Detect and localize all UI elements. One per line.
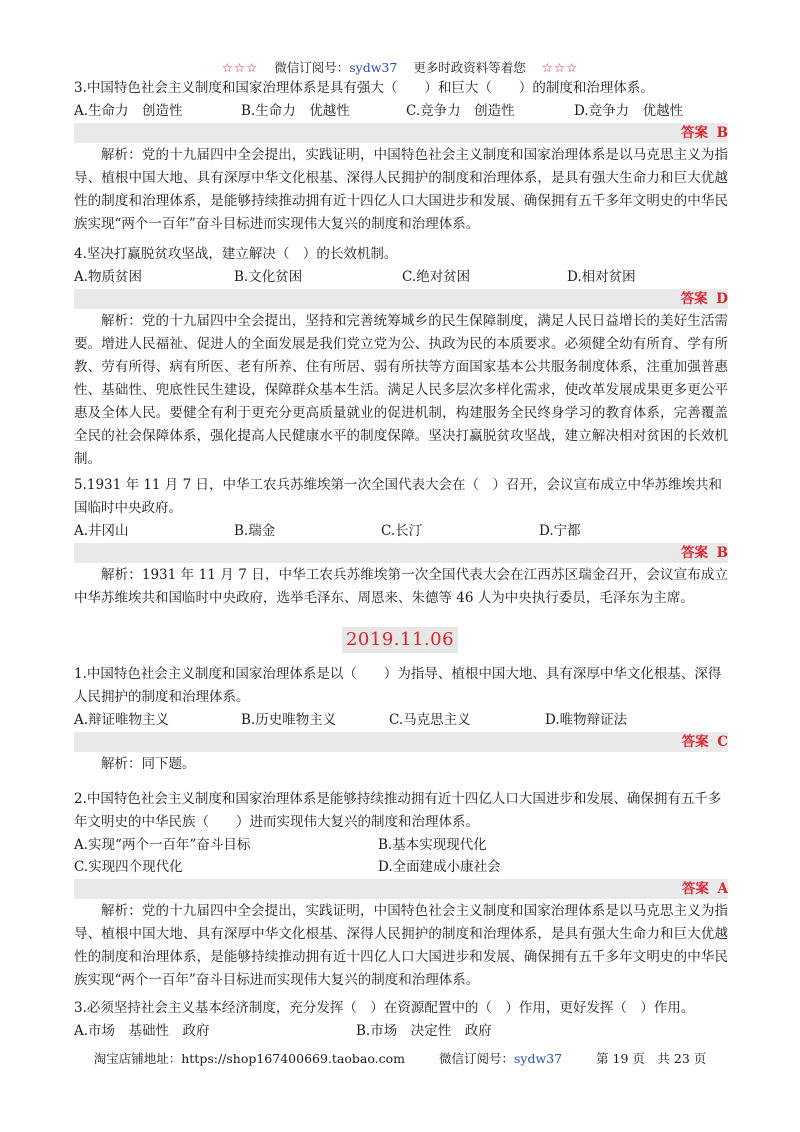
- answer-bar: [74, 289, 728, 309]
- answer-value: D: [716, 291, 728, 307]
- option-c: C.实现四个现代化: [74, 859, 183, 875]
- answer-bar: [74, 543, 728, 563]
- answer-value: B: [716, 545, 728, 561]
- option-c: C.马克思主义: [389, 712, 471, 728]
- page-number: 第 19 页 共 23 页: [596, 1051, 707, 1066]
- analysis-text: 解析：1931 年 11 月 7 日，中华工农兵苏维埃第一次全国代表大会在江西苏区瑞金召开，会议宣布成立中华苏维埃共和国临时中央政府，选举毛泽东、周恩来、朱德等 46 人为中央执行委员，毛泽东为主席。: [74, 567, 728, 606]
- answer-label: 答案: [680, 125, 708, 141]
- option-d: D.唯物辩证法: [545, 712, 628, 728]
- question-block: [74, 997, 728, 1042]
- answer-bar: [74, 732, 728, 752]
- account-id: sydw37: [349, 60, 398, 75]
- footer-account-label: 微信订阅号：: [439, 1051, 515, 1066]
- analysis-text: 解析：同下题。: [101, 756, 196, 772]
- page-header: [0, 60, 800, 76]
- option-c: C.竞争力 创造性: [406, 103, 515, 119]
- option-a: A.物质贫困: [74, 269, 143, 285]
- question-text: 3.中国特色社会主义制度和国家治理体系是具有强大（ ）和巨大（ ）的制度和治理体系。: [74, 80, 654, 96]
- question-text: 1.中国特色社会主义制度和国家治理体系是以（ ）为指导、植根中国大地、具有深厚中华文化根基、深得人民拥护的制度和治理体系。: [74, 666, 722, 705]
- shop-url[interactable]: https://shop167400669.taobao.com: [181, 1051, 406, 1066]
- answer-bar: [74, 123, 728, 143]
- option-d: D.竞争力 优越性: [574, 103, 684, 119]
- answer-value: C: [717, 734, 728, 750]
- account-label: 微信订阅号：: [274, 60, 350, 75]
- analysis-text: 解析：党的十九届四中全会提出，实践证明，中国特色社会主义制度和国家治理体系是以马克思主义为指导、植根中国大地、具有深厚中华文化根基、深得人民拥护的制度和治理体系，是具有强大生命力和巨大优越性的制度和治理体系，是能够持续推动拥有近十四亿人口大国进步和发展、确保拥有五千多年文明史的中华民族实现“两个一百年”奋斗目标进而实现伟大复兴的制度和治理体系。: [74, 147, 728, 232]
- option-a: A.生命力 创造性: [74, 103, 183, 119]
- options-row: [74, 709, 728, 731]
- tagline: 更多时政资料等着您: [413, 60, 526, 75]
- options-row: [74, 266, 728, 288]
- option-b: B.基本实现现代化: [378, 837, 487, 853]
- date-heading-text: 2019.11.06: [342, 627, 458, 653]
- analysis-text: 解析：党的十九届四中全会提出，坚持和完善统筹城乡的民生保障制度，满足人民日益增长的美好生活需要。增进人民福祉、促进人的全面发展是我们党立党为公、执政为民的本质要求。必须健全幼有所育、学有所教、劳有所得、病有所医、老有所养、住有所居、弱有所扶等方面国家基本公共服务制度体系，注重加强普惠性、基础性、兜底性民生建设，保障群众基本生活。满足人民多层次多样化需求，使改革发展成果更多更公平惠及全体人民。要健全有利于更充分更高质量就业的促进机制，构建服务全民终身学习的教育体系，完善覆盖全民的社会保障体系，强化提高人民健康水平的制度保障。坚决打赢脱贫攻坚战，建立解决相对贫困的长效机制。: [74, 313, 728, 467]
- question-text: 4.坚决打赢脱贫攻坚战，建立解决（ ）的长效机制。: [74, 246, 398, 262]
- answer-label: 答案: [680, 545, 708, 561]
- answer-value: A: [717, 881, 728, 897]
- option-a: A.辩证唯物主义: [74, 712, 170, 728]
- question-block: [74, 243, 728, 471]
- question-text: 2.中国特色社会主义制度和国家治理体系是能够持续推动拥有近十四亿人口大国进步和发展、确保拥有五千多年文明史的中华民族（ ）进而实现伟大复兴的制度和治理体系。: [74, 791, 722, 830]
- date-heading: [0, 627, 800, 653]
- options-row: [74, 1020, 728, 1042]
- option-b: B.文化贫困: [234, 269, 303, 285]
- option-a: A.井冈山: [74, 523, 129, 539]
- stars-right: ☆☆☆: [541, 60, 579, 75]
- answer-label: 答案: [681, 881, 709, 897]
- options-row: [74, 520, 728, 542]
- option-b: B.生命力 优越性: [241, 103, 350, 119]
- option-b: B.历史唯物主义: [241, 712, 337, 728]
- page-footer: [0, 1051, 800, 1067]
- option-b: B.市场 决定性 政府: [356, 1023, 492, 1039]
- option-c: C.绝对贫困: [402, 269, 471, 285]
- options-row: [74, 856, 728, 878]
- question-block: [74, 663, 728, 776]
- analysis-text: 解析：党的十九届四中全会提出，实践证明，中国特色社会主义制度和国家治理体系是以马克思主义为指导、植根中国大地、具有深厚中华文化根基、深得人民拥护的制度和治理体系，是具有强大生命力和巨大优越性的制度和治理体系，是能够持续推动拥有近十四亿人口大国进步和发展、确保拥有五千多年文明史的中华民族实现“两个一百年”奋斗目标进而实现伟大复兴的制度和治理体系。: [74, 903, 728, 988]
- option-a: A.市场 基础性 政府: [74, 1023, 210, 1039]
- options-row: [74, 834, 728, 856]
- option-c: C.长汀: [381, 523, 423, 539]
- question-text: 3.必须坚持社会主义基本经济制度，充分发挥（ ）在资源配置中的（ ）作用，更好发挥（ ）作用。: [74, 1000, 695, 1016]
- footer-account-id: sydw37: [514, 1051, 563, 1066]
- option-d: D.相对贫困: [567, 269, 636, 285]
- option-a: A.实现“两个一百年”奋斗目标: [74, 837, 251, 853]
- stars-left: ☆☆☆: [221, 60, 259, 75]
- question-block: [74, 474, 728, 610]
- question-text: 5.1931 年 11 月 7 日，中华工农兵苏维埃第一次全国代表大会在（ ）召开，会议宣布成立中华苏维埃共和国临时中央政府。: [74, 477, 722, 516]
- option-b: B.瑞金: [234, 523, 276, 539]
- question-block: [74, 788, 728, 992]
- option-d: D.宁都: [539, 523, 581, 539]
- option-d: D.全面建成小康社会: [378, 859, 501, 875]
- shop-label: 淘宝店铺地址：: [93, 1051, 182, 1066]
- answer-label: 答案: [680, 291, 708, 307]
- options-row: [74, 100, 728, 122]
- answer-label: 答案: [681, 734, 709, 750]
- answer-bar: [74, 879, 728, 899]
- answer-value: B: [716, 125, 728, 141]
- question-block: [74, 77, 728, 236]
